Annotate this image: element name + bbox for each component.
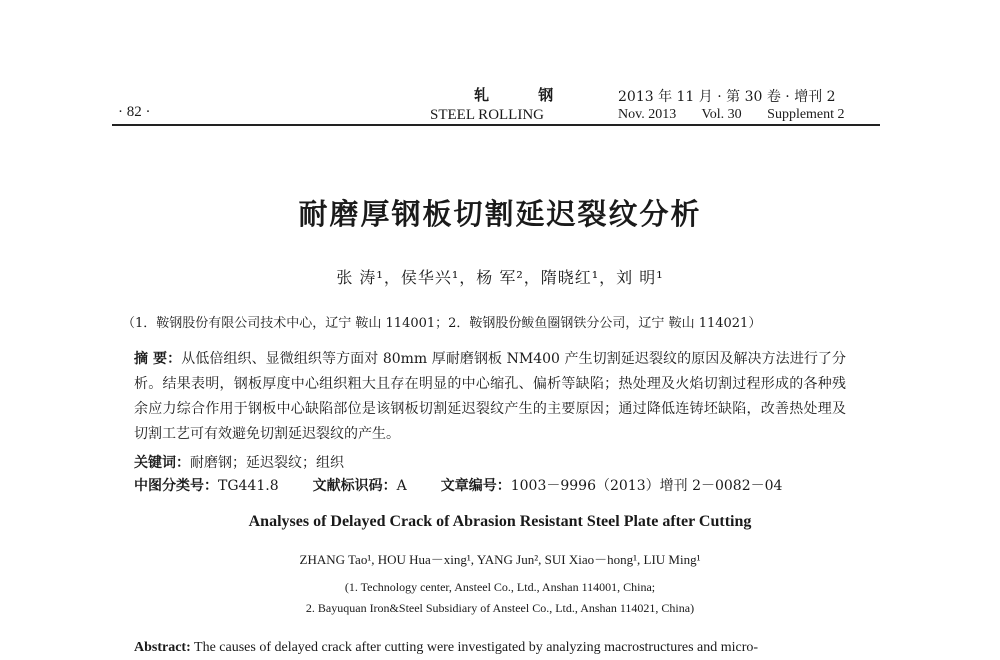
- authors-cn: 张 涛¹，侯华兴¹，杨 军²，隋晓红¹，刘 明¹: [336, 268, 664, 287]
- abstract-en-label: Abstract:: [134, 640, 191, 655]
- clc-label: 中图分类号：: [134, 478, 218, 494]
- paper-title-cn: 耐磨厚钢板切割延迟裂纹分析: [298, 197, 702, 231]
- article-number-label: 文章编号：: [440, 478, 511, 494]
- abstract-cn: [134, 347, 846, 447]
- abstract-en-text: The causes of delayed crack after cutting were investigated by analyzing macrostructures and micro-: [194, 640, 759, 655]
- journal-name-cn: 轧 钢: [474, 86, 576, 104]
- keywords-cn: [134, 452, 344, 472]
- journal-name-en: STEEL ROLLING: [430, 107, 545, 123]
- classification-cn: [134, 475, 782, 495]
- doc-code-value: A: [396, 478, 407, 494]
- article-number-value: 1003－9996（2013）增刊 2－0082－04: [510, 478, 783, 494]
- affiliations-cn: （1．鞍钢股份有限公司技术中心，辽宁 鞍山 114001；2．鞍钢股份鲅鱼圈钢铁分公司，辽宁 鞍山 114021）: [122, 316, 762, 331]
- paper-title-en: Analyses of Delayed Crack of Abrasion Resistant Steel Plate after Cutting: [248, 513, 752, 530]
- abstract-en: [134, 640, 758, 656]
- affiliation-en-line-1: (1. Technology center, Ansteel Co., Ltd., Anshan 114001, China;: [344, 580, 656, 594]
- affiliation-en-line-2: 2. Bayuquan Iron&Steel Subsidiary of Ansteel Co., Ltd., Anshan 114021, China): [305, 601, 695, 615]
- abstract-cn-label: 摘 要：: [134, 351, 182, 367]
- keywords-cn-label: 关键词：: [134, 455, 190, 471]
- issue-info-en: [618, 107, 845, 123]
- issue-date-en: Nov. 2013: [618, 107, 677, 122]
- authors-en: ZHANG Tao¹, HOU Hua－xing¹, YANG Jun², SUI Xiao－hong¹, LIU Ming¹: [299, 552, 701, 567]
- abstract-cn-text: 从低倍组织、显微组织等方面对 80mm 厚耐磨钢板 NM400 产生切割延迟裂纹的原因及解决方法进行了分析。结果表明，钢板厚度中心组织粗大且存在明显的中心缩孔、偏析等缺陷；热处理及火焰切割过程形成的各种残余应力综合作用于钢板中心缺陷部位是该钢板切割延迟裂纹产生的主要原因；通过降低连铸坯缺陷，改善热处理及切割工艺可有效避免切割延迟裂纹的产生。: [134, 351, 846, 442]
- issue-supplement-en: Supplement 2: [767, 107, 845, 122]
- issue-info-cn: 2013 年 11 月 · 第 30 卷 · 增刊 2: [618, 89, 836, 105]
- header-rule: [112, 124, 880, 126]
- doc-code-label: 文献标识码：: [312, 478, 397, 494]
- keywords-cn-text: 耐磨钢；延迟裂纹；组织: [190, 455, 344, 471]
- clc-value: TG441.8: [218, 478, 279, 494]
- issue-volume-en: Vol. 30: [701, 107, 742, 122]
- page-number: · 82 ·: [118, 104, 151, 120]
